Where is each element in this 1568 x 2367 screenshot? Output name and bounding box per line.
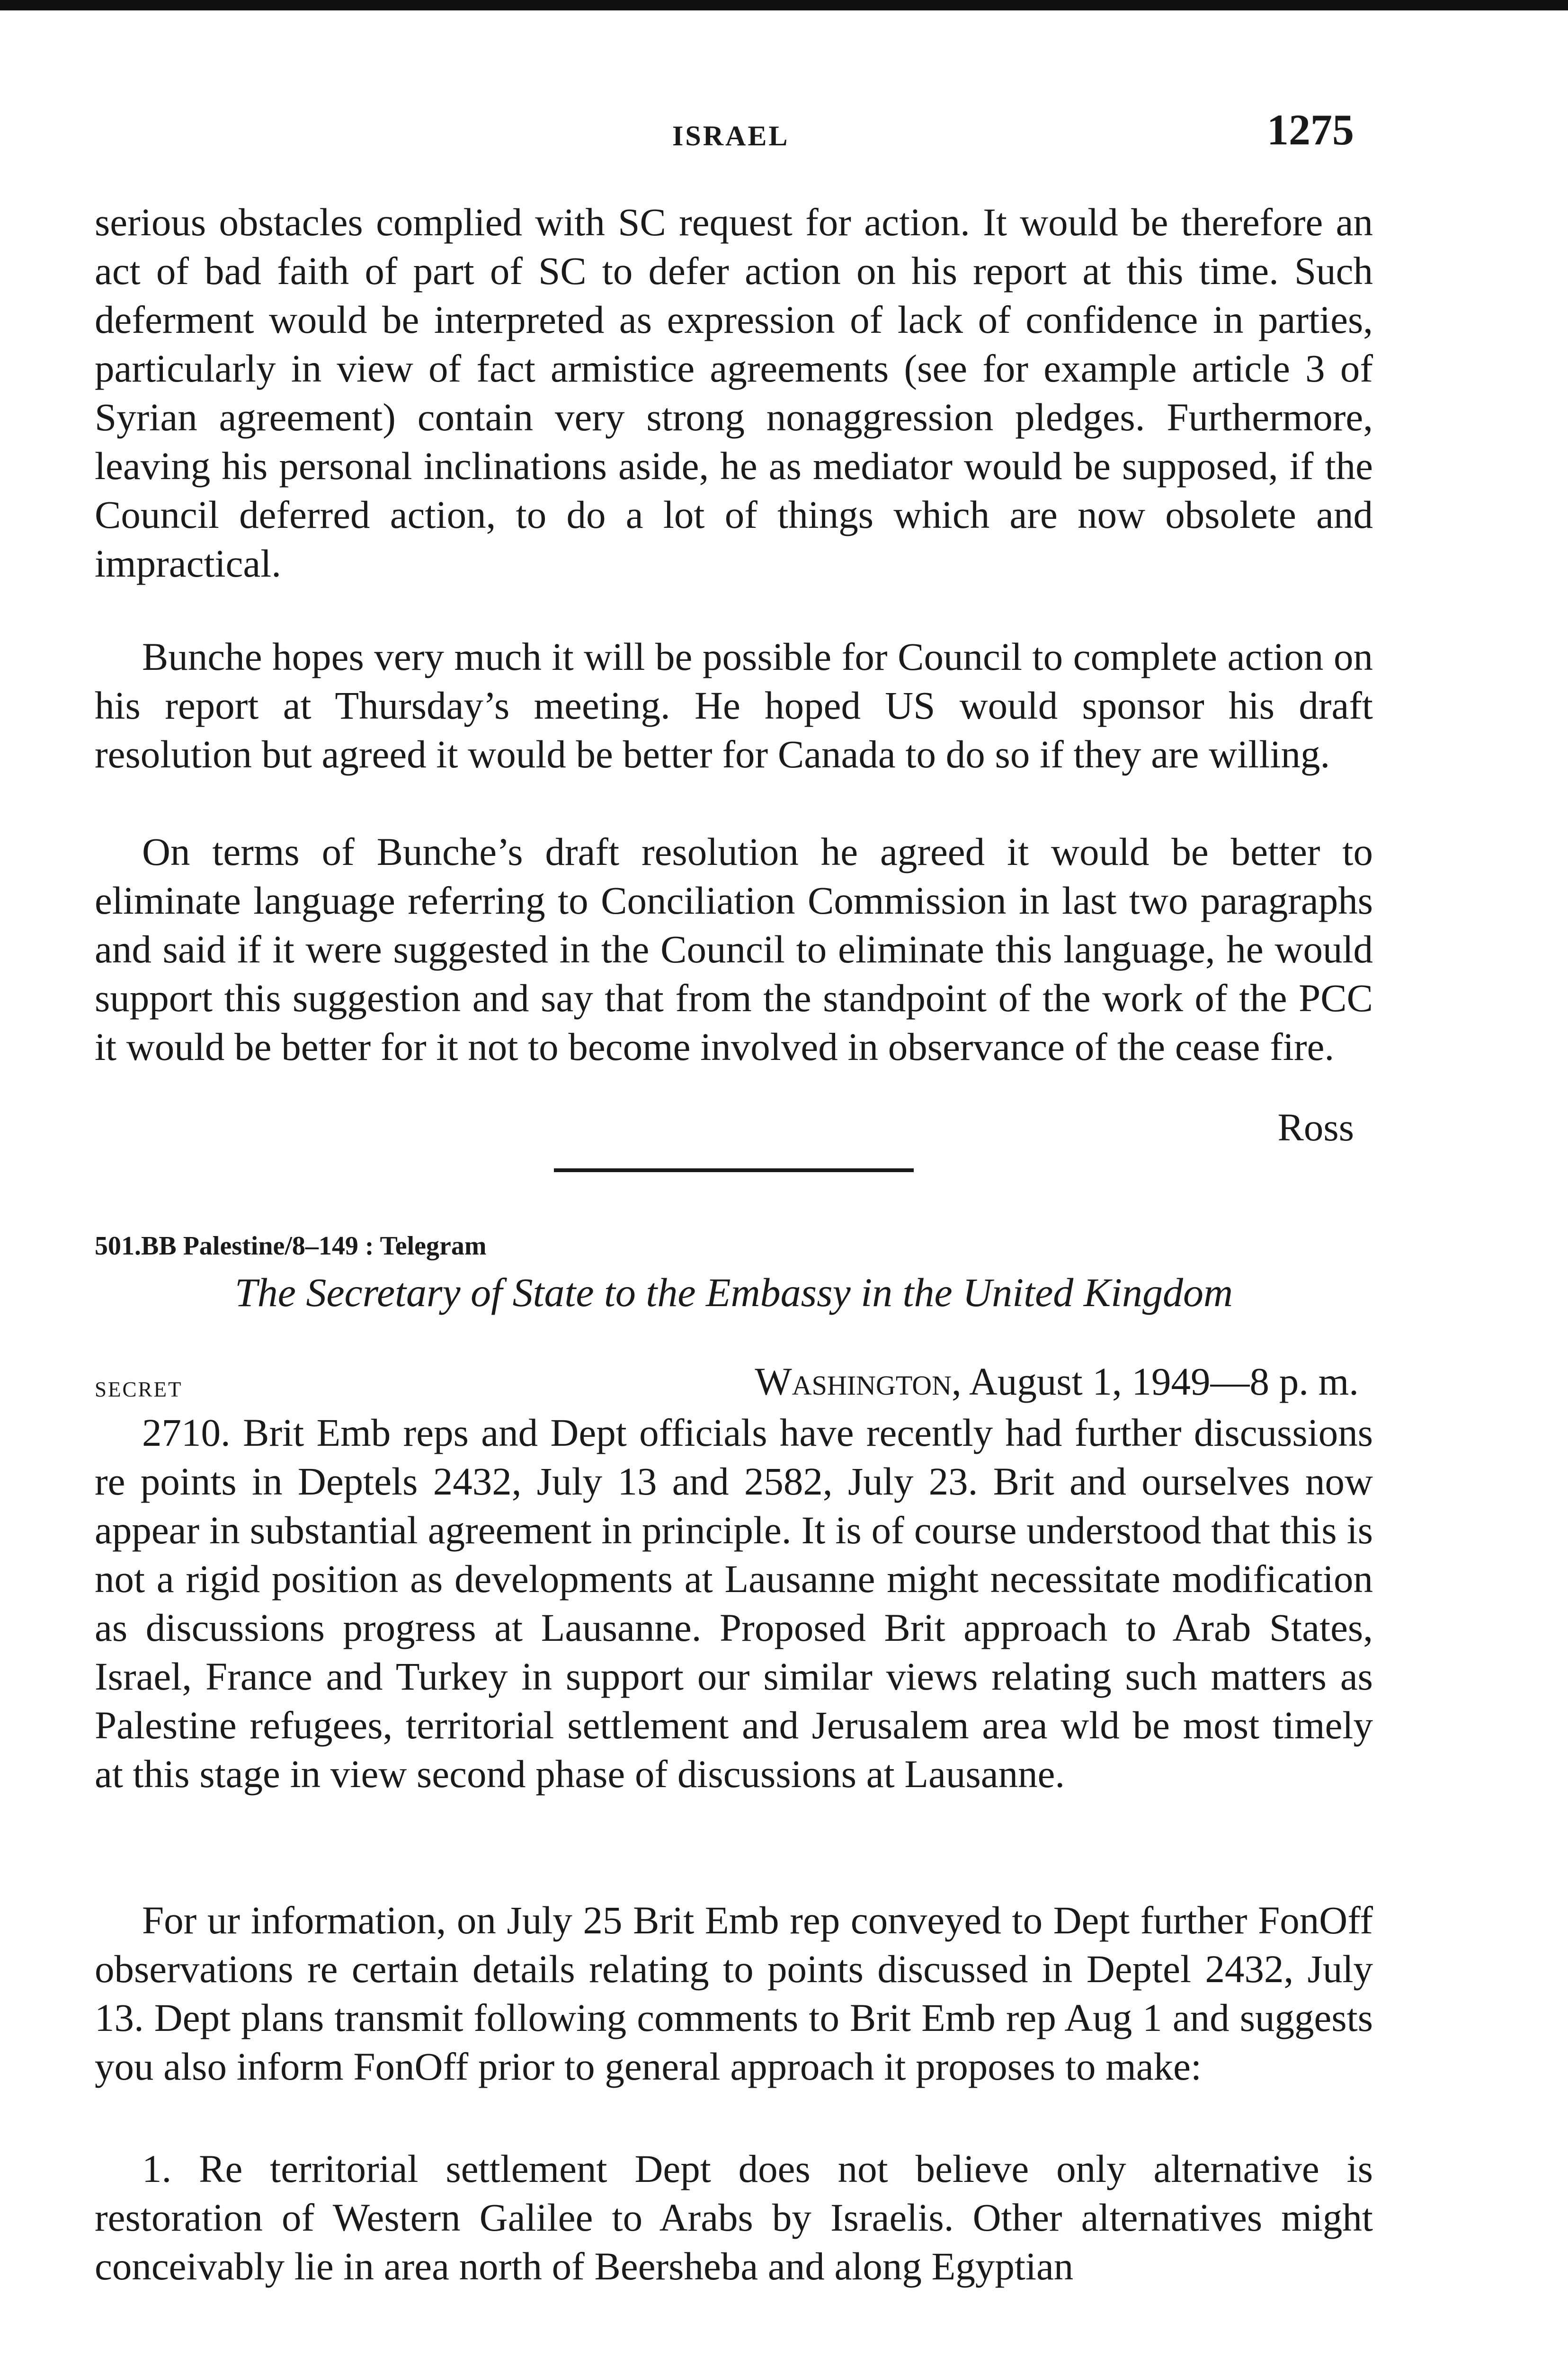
section-divider <box>554 1168 914 1172</box>
file-reference: 501.BB Palestine/8–149 : Telegram <box>95 1231 487 1261</box>
telegram-paragraph-1: 2710. Brit Emb reps and Dept officials have recently had further discussions re points in Deptels 2432, July 13 and 2582, July 23. Brit and ourselves now appear in substantial agreement in principle. It is of course understood that this is not a rigid position as developments at Lausanne might necessitate modification as discussions progress at Lausanne. Proposed Brit approach to Arab States, Israel, France and Turkey in support our similar views relating such matters as Palestine refugees, territorial settlement and Jerusalem area wld be most timely at this stage in view second phase of discussions at Lausanne. <box>95 1411 1373 1796</box>
continued-paragraph-2: Bunche hopes very much it will be possible for Council to complete action on his report at Thursday’s meeting. He hoped US would sponsor his draft resolution but agreed it would be better for Canada to do so if they are willing. <box>95 635 1373 776</box>
top-edge-rule <box>0 0 1568 10</box>
signature: Ross <box>1277 1105 1354 1149</box>
running-head: ISRAEL <box>672 120 790 151</box>
page-header <box>95 102 1373 154</box>
dateline <box>755 1359 1359 1404</box>
continued-paragraph-1: serious obstacles complied with SC request for action. It would be therefore an act of bad faith of part of SC to defer action on his report at this time. Such deferment would be interpreted as expression of lack of confidence in parties, particularly in view of fact armistice agreements (see for example article 3 of Syrian agreement) contain very strong nonaggression pledges. Furthermore, leaving his personal inclinations aside, he as mediator would be supposed, if the Council deferred action, to do a lot of things which are now obsolete and impractical. <box>95 200 1373 585</box>
classification-marking: secret <box>95 1370 183 1403</box>
dateline-place: Washington <box>755 1360 952 1403</box>
page-number: 1275 <box>1267 106 1354 154</box>
telegram-paragraph-3: 1. Re territorial settlement Dept does not believe only alternative is restoration of Western Galilee to Arabs by Israelis. Other alternatives might conceivably lie in area north of Beersheba and along Egyptian <box>95 2147 1373 2288</box>
continued-paragraph-3: On terms of Bunche’s draft resolution he agreed it would be better to eliminate language referring to Conciliation Commission in last two paragraphs and said if it were suggested in the Council to eliminate this language, he would support this suggestion and say that from the standpoint of the work of the PCC it would be better for it not to become involved in observance of the cease fire. <box>95 830 1373 1068</box>
dateline-date: , August 1, 1949—8 p. m. <box>951 1360 1359 1403</box>
document-title: The Secretary of State to the Embassy in the United Kingdom <box>234 1270 1233 1315</box>
telegram-paragraph-2: For ur information, on July 25 Brit Emb rep conveyed to Dept further FonOff observations re certain details relating to points discussed in Deptel 2432, July 13. Dept plans transmit following comments to Brit Emb rep Aug 1 and suggests you also inform FonOff prior to general approach it proposes to make: <box>95 1898 1373 2088</box>
